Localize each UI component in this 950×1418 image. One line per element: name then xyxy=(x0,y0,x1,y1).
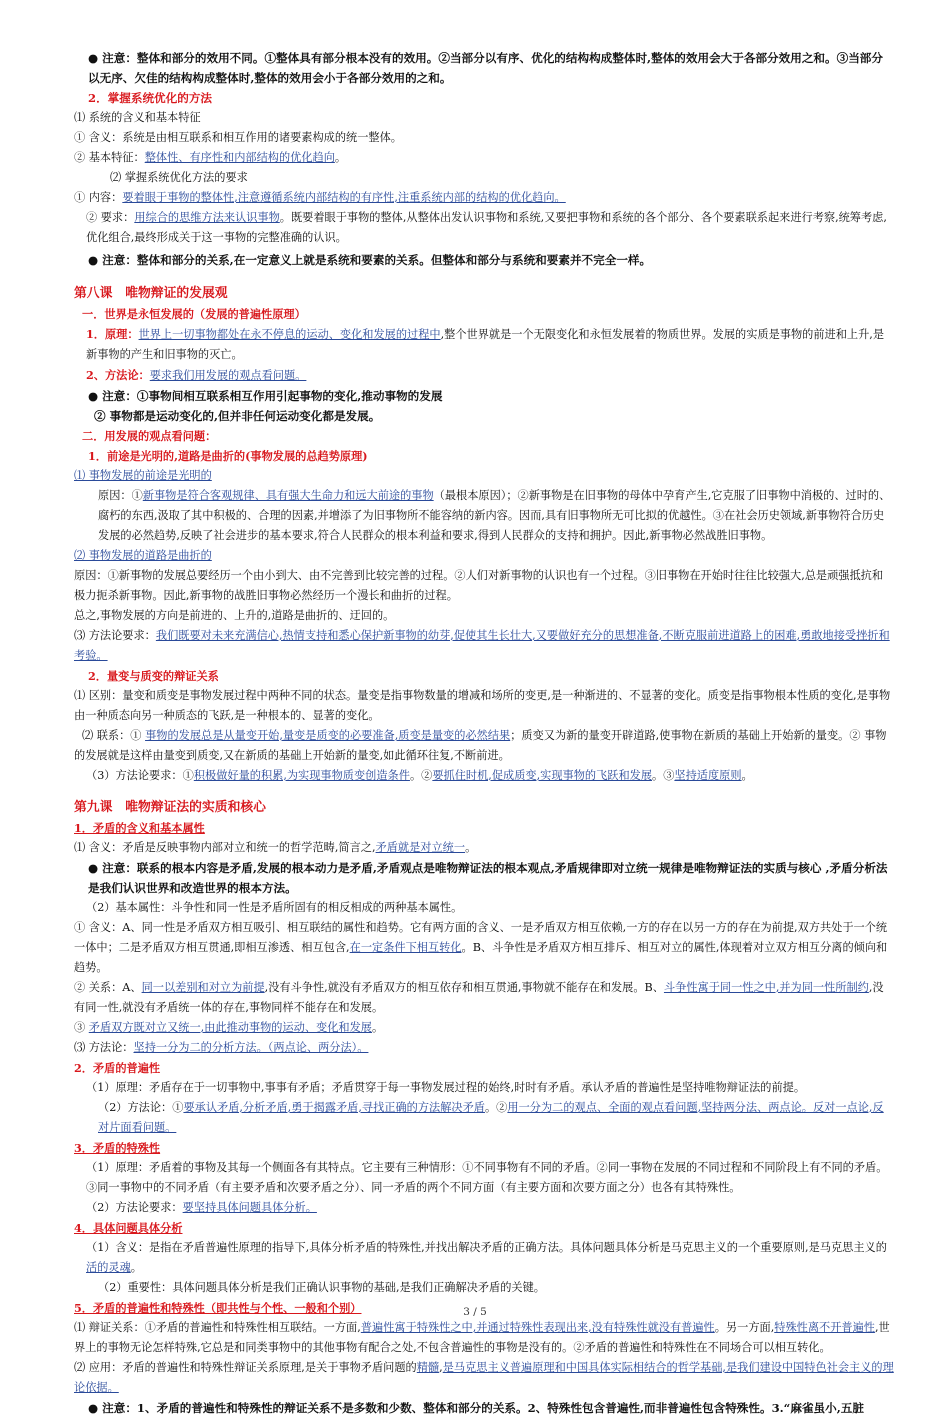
text: ⑶ 方法论： xyxy=(74,1041,134,1054)
text: ② 关系：A、 xyxy=(74,981,142,994)
underlined-text: 斗争性寓于同一性之中,并为同一性所制约 xyxy=(663,981,869,994)
underlined-text: 在一定条件下相互转化 xyxy=(349,941,462,954)
text: （最根本原因）；②新事物是在旧事物的母体中孕育产生,它克服了旧事物中消极的、过时的、腐朽的东西,汲取了其中积极的、合理的因素,并增添了为旧事物所不能容纳的新内容。因而,具有旧事物所无可比拟的优越性。③在社会历史领域,新事物符合历史发展的必然趋势,反映了社会进步的基本要求,符合人民群众的根本利益和要求,得到人民群众的支持和拥护。因此,新事物必然战胜旧事物。 xyxy=(98,489,891,542)
sub-heading: 2．矛盾的普遍性 xyxy=(74,1061,161,1075)
text-line xyxy=(74,324,894,365)
underlined-text: 矛盾双方既对立又统一,由此推动事物的运动、变化和发展 xyxy=(88,1021,372,1034)
note-bullet: ● 注意：联系的根本内容是矛盾,发展的根本动力是矛盾,矛盾观点是唯物辩证法的根本观点,矛盾规律即对立统一规律是唯物辩证法的实质与核心 ,矛盾分析法是我们认识世界和改造世界的根本方法。 xyxy=(88,861,888,895)
note-bullet: ● 注意：整体和部分的关系,在一定意义上就是系统和要素的关系。但整体和部分与系统和要素并不完全一样。 xyxy=(88,253,652,267)
text: 。 xyxy=(334,151,347,164)
text: ⑶ 方法论要求： xyxy=(74,629,156,642)
text: 。B、斗争性是矛盾双方相互排斥、相互对立的属性,体现着对立双方相互分离的倾向和趋势。 xyxy=(74,941,888,974)
underlined-text: 普遍性寓于特殊性之中,并通过特殊性表现出来,没有特殊性就没有普遍性 xyxy=(360,1321,715,1334)
note-bullet: ● 注意：整体和部分的效用不同。①整体具有部分根本没有的效用。②当部分以有序、优化的结构构成整体时,整体的效用会大于各部分效用之和。③当部分以无序、欠佳的结构构成整体时,整体的效用会小于各部分效用的之和。 xyxy=(88,51,883,85)
text-line xyxy=(74,726,894,766)
text-line xyxy=(74,1198,894,1218)
underlined-text: 坚持一分为二的分析方法。（两点论、两分法）。 xyxy=(133,1041,369,1054)
text-line xyxy=(74,188,894,208)
underlined-text: 同一以差别和对立为前提 xyxy=(141,981,265,994)
underlined-text: 要着眼于事物的整体性,注意遵循系统内部结构的有序性,注重系统内部的结构的优化趋向。 xyxy=(122,191,566,204)
text-line xyxy=(74,626,894,666)
sub-heading: 5．矛盾的普遍性和特殊性（即共性与个性、一般和个别） xyxy=(74,1301,362,1315)
text-line xyxy=(74,1018,894,1038)
sub-heading: 3．矛盾的特殊性 xyxy=(74,1141,161,1155)
underlined-text: 特殊性离不开普遍性 xyxy=(774,1321,875,1334)
text: 。 xyxy=(130,1261,142,1274)
text-line xyxy=(74,1238,894,1278)
sub-heading: 1．前途是光明的,道路是曲折的(事物发展的总趋势原理) xyxy=(88,449,368,463)
underlined-text: 用综合的思维方法来认识事物 xyxy=(134,211,280,224)
text: ⑵ 联系：① xyxy=(82,729,146,742)
sub-heading: 1．矛盾的含义和基本属性 xyxy=(74,821,205,835)
text: ③ xyxy=(74,1021,89,1034)
underlined-line: ⑵ 事物发展的道路是曲折的 xyxy=(74,549,212,562)
underlined-text: 活的灵魂 xyxy=(86,1261,131,1274)
text: 。③ xyxy=(652,769,675,782)
underlined-text: 要承认矛盾,分析矛盾,勇于揭露矛盾,寻找正确的方法解决矛盾 xyxy=(183,1101,485,1114)
text: ① 含义：A、同一性是矛盾双方相互吸引、相互联结的属性和趋势。它有两方面的含义、一是矛盾双方相互依赖,一方的存在以另一方的存在为前提,双方共处于一个统一体中；二是矛盾双方相互贯通,即相互渗透、相互包含, xyxy=(74,921,888,954)
note-bullet: ● 注意：①事物间相互联系相互作用引起事物的变化,推动事物的发展 xyxy=(88,389,443,403)
text: ② 要求： xyxy=(86,211,135,224)
text: 。 xyxy=(741,769,753,782)
page-number: 3 / 5 xyxy=(463,1306,487,1318)
text-line xyxy=(74,918,894,978)
text-line xyxy=(74,1098,894,1138)
text-line: ⑴ 区别：量变和质变是事物发展过程中两种不同的状态。量变是指事物数量的增减和场所的变更,是一种渐进的、不显著的变化。质变是指事物根本性质的变化,是事物由一种质态向另一种质态的飞跃,是一种根本的、显著的变化。 xyxy=(74,689,891,722)
underlined-text: 要坚持具体问题具体分析。 xyxy=(182,1201,317,1214)
text: 。另一方面, xyxy=(714,1321,775,1334)
underlined-line: ⑴ 事物发展的前途是光明的 xyxy=(74,469,212,482)
text: 。② xyxy=(484,1101,508,1114)
text: ；质变又为新的量变开辟道路,使事物在新质的基础上开始新的量变。② 事物的发展就是这样由量变到质变,又在新质的基础上开始新的量变,如此循环往复,不断前进。 xyxy=(74,729,887,762)
text-line xyxy=(74,128,894,148)
text-line: 总之,事物发展的方向是前进的、上升的,道路是曲折的、迂回的。 xyxy=(74,609,395,622)
text: 。 xyxy=(372,1021,384,1034)
label: 2、方法论： xyxy=(86,368,150,382)
text: ① 内容： xyxy=(74,191,123,204)
lesson-title: 第八课 唯物辩证的发展观 xyxy=(74,286,228,301)
underlined-text: 积极做好量的积累,为实现事物质变创造条件 xyxy=(193,769,410,782)
text: ① 含义：系统是由相互联系和相互作用的诸要素构成的统一整体。 xyxy=(74,131,402,144)
text-line xyxy=(74,486,894,546)
underlined-text: 要求我们用发展的观点看问题。 xyxy=(149,369,307,382)
text-line: ⑴ 系统的含义和基本特征 xyxy=(74,111,201,124)
text: ② 基本特征： xyxy=(74,151,145,164)
text: 。② xyxy=(409,769,433,782)
section-heading: 二．用发展的观点看问题： xyxy=(82,429,217,443)
text: ,没有同一性,就没有矛盾统一体的存在,事物同样不能存在和发展。 xyxy=(74,981,884,1014)
underlined-text: 事物的发展总是从量变开始,量变是质变的必要准备,质变是量变的必然结果 xyxy=(145,729,511,742)
text-line xyxy=(74,838,894,858)
underlined-text: 矛盾就是对立统一 xyxy=(375,841,466,854)
text-line: （2）基本属性：斗争性和同一性是矛盾所固有的相反相成的两种基本属性。 xyxy=(86,901,463,914)
text: ⑵ 应用：矛盾的普遍性和特殊性辩证关系原理,是关于事物矛盾问题的 xyxy=(74,1361,417,1374)
text-line: 原因：①新事物的发展总要经历一个由小到大、由不完善到比较完善的过程。②人们对新事物的认识也有一个过程。③旧事物在开始时往往比较强大,总是顽强抵抗和极力扼杀新事物。因此,新事物的战胜旧事物必然经历一个漫长和曲折的过程。 xyxy=(74,569,884,602)
text-line xyxy=(74,766,894,786)
text: 。 xyxy=(465,841,477,854)
underlined-text: 我们既要对未来充满信心,热情支持和悉心保护新事物的幼芽,促使其生长壮大,又要做好充分的思想准备,不断克服前进道路上的困难,勇敢地接受挫折和考验。 xyxy=(74,629,890,662)
text-line xyxy=(74,365,894,386)
label: 1．原理： xyxy=(86,327,139,341)
text-line xyxy=(74,978,894,1018)
text: 。既要着眼于事物的整体,从整体出发认识事物和系统,又要把事物和系统的各个部分、各个要素联系起来进行考察,统筹考虑,优化组合,最终形成关于这一事物的完整准确的认识。 xyxy=(86,211,887,244)
text: （3）方法论要求：① xyxy=(86,769,194,782)
underlined-text: 要抓住时机,促成质变,实现事物的飞跃和发展 xyxy=(432,769,653,782)
text: ⑴ 含义：矛盾是反映事物内部对立和统一的哲学范畴,简言之, xyxy=(74,841,376,854)
text-line: （1）原理：矛盾着的事物及其每一个侧面各有其特点。它主要有三种情形：①不同事物有不同的矛盾。②同一事物在发展的不同过程和不同阶段上有不同的矛盾。③同一事物中的不同矛盾（有主要矛盾和次要矛盾之分）、同一矛盾的两个不同方面（有主要方面和次要方面之分）也各有其特殊性。 xyxy=(86,1161,888,1194)
text-line xyxy=(74,1038,894,1058)
text: （1）含义：是指在矛盾普遍性原理的指导下,具体分析矛盾的特殊性,并找出解决矛盾的正确方法。具体问题具体分析是马克思主义的一个重要原则,是马克思主义的 xyxy=(86,1241,887,1254)
text-line: （1）原理：矛盾存在于一切事物中,事事有矛盾；矛盾贯穿于每一事物发展过程的始终,时时有矛盾。承认矛盾的普遍性是坚持唯物辩证法的前提。 xyxy=(86,1081,806,1094)
text: ,没有斗争性,就没有矛盾双方的相互依存和相互贯通,事物就不能存在和发展。B、 xyxy=(264,981,664,994)
text-line xyxy=(74,1318,894,1358)
underlined-text: 精髓 xyxy=(416,1361,440,1374)
sub-heading: 2．量变与质变的辩证关系 xyxy=(88,669,219,683)
text: （2）方法论：① xyxy=(98,1101,184,1114)
text-line xyxy=(74,148,894,168)
lesson-title: 第九课 唯物辩证法的实质和核心 xyxy=(74,800,266,815)
note-bullet: ● 注意：1、矛盾的普遍性和特殊性的辩证关系不是多数和少数、整体和部分的关系。2、特殊性包含普遍性,而非普遍性包含特殊性。3.“麻雀虽小,五脏 xyxy=(88,1401,864,1415)
text: ,整个世界就是一个无限变化和永恒发展着的物质世界。发展的实质是事物的前进和上升,是新事物的产生和旧事物的灭亡。 xyxy=(86,328,885,361)
text: ,世界上的事物无论怎样特殊,它总是和同类事物中的其他事物有配合之处,不包含普遍性的事物是没有的。②矛盾的普遍性和特殊性在不同场合可以相互转化。 xyxy=(74,1321,890,1354)
underlined-text: 坚持适度原则 xyxy=(674,769,742,782)
text-line: ⑵ 掌握系统优化方法的要求 xyxy=(110,171,248,184)
text-line xyxy=(74,1358,894,1398)
document-page xyxy=(74,48,894,1418)
note-line: ② 事物都是运动变化的,但并非任何运动变化都是发展。 xyxy=(94,409,381,423)
text: （2）方法论要求： xyxy=(86,1201,183,1214)
text: 原因：① xyxy=(98,489,143,502)
underlined-text: 新事物是符合客观规律、具有强大生命力和远大前途的事物 xyxy=(142,489,434,502)
text-line: （2）重要性：具体问题具体分析是我们正确认识事物的基础,是我们正确解决矛盾的关键。 xyxy=(98,1281,545,1294)
text-line xyxy=(74,208,894,248)
text: ⑴ 辩证关系：①矛盾的普遍性和特殊性相互联结。一方面, xyxy=(74,1321,361,1334)
underlined-text: 是马克思主义普遍原理和中国具体实际相结合的哲学基础,是我们建设中国特色社会主义的理论依据。 xyxy=(74,1361,894,1394)
underlined-text: 用一分为二的观点、全面的观点看问题,坚持两分法、两点论。反对一点论,反对片面看问题。 xyxy=(98,1101,884,1134)
sub-heading: 4．具体问题具体分析 xyxy=(74,1221,183,1235)
underlined-text: 世界上一切事物都处在永不停息的运动、变化和发展的过程中 xyxy=(138,328,441,341)
section-heading: 一．世界是永恒发展的（发展的普遍性原理） xyxy=(82,307,306,321)
text: , xyxy=(439,1361,443,1374)
underlined-text: 整体性、有序性和内部结构的优化趋向 xyxy=(144,151,335,164)
heading: 2．掌握系统优化的方法 xyxy=(88,91,213,105)
